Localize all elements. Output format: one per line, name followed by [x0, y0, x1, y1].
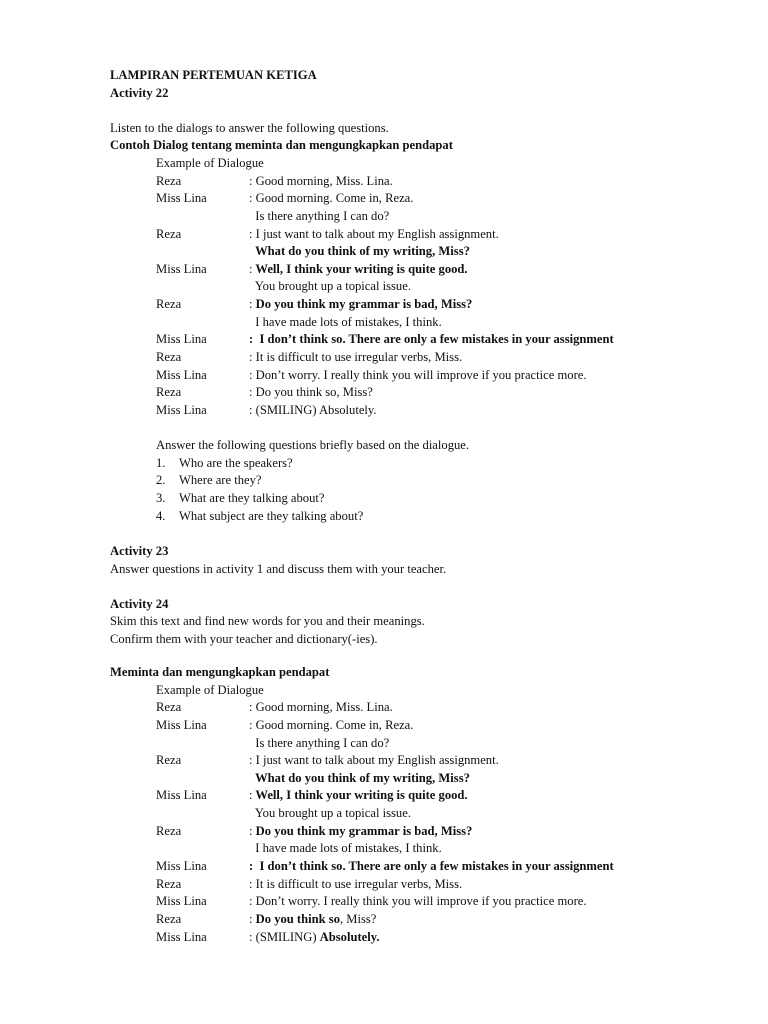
question-number: 3.: [156, 491, 166, 505]
question-text: Who are the speakers?: [179, 456, 293, 470]
dialog-1-speaker: Reza: [156, 385, 182, 399]
dialog-1-line: You brought up a topical issue.: [249, 279, 411, 293]
question-text: What subject are they talking about?: [179, 509, 364, 523]
dialog-2-line: What do you think of my writing, Miss?: [249, 771, 470, 785]
dialog-2-line: I have made lots of mistakes, I think.: [249, 841, 442, 855]
dialog-2-speaker: Miss Lina: [156, 788, 207, 802]
dialog-1-speaker: Reza: [156, 174, 182, 188]
document-title: LAMPIRAN PERTEMUAN KETIGA: [110, 68, 317, 82]
dialog-2-speaker: Miss Lina: [156, 894, 207, 908]
question-text: Where are they?: [179, 473, 262, 487]
activity-24-title: Activity 24: [110, 597, 169, 611]
dialog-2-line: : Don’t worry. I really think you will improve if you practice more.: [249, 894, 587, 908]
dialog-1-line: : Do you think my grammar is bad, Miss?: [249, 297, 473, 311]
dialog-2-speaker: Miss Lina: [156, 718, 207, 732]
dialog-1-speaker: Miss Lina: [156, 191, 207, 205]
dialog-2-example-label: Example of Dialogue: [156, 683, 264, 697]
dialog-2-speaker: Miss Lina: [156, 930, 207, 944]
dialog-1-line: Is there anything I can do?: [249, 209, 390, 223]
dialog-2-line: : I just want to talk about my English assignment.: [249, 753, 499, 767]
dialog-1-example-label: Example of Dialogue: [156, 156, 264, 170]
dialog-1-line: : I just want to talk about my English assignment.: [249, 227, 499, 241]
dialog-1-speaker: Reza: [156, 350, 182, 364]
dialog-1-line: What do you think of my writing, Miss?: [249, 244, 470, 258]
dialog-1-heading: Contoh Dialog tentang meminta dan mengungkapkan pendapat: [110, 138, 453, 152]
dialog-1-line: : Don’t worry. I really think you will improve if you practice more.: [249, 368, 587, 382]
dialog-2-line: You brought up a topical issue.: [249, 806, 411, 820]
dialog-2-line: : (SMILING) Absolutely.: [249, 930, 380, 944]
dialog-1-line: : It is difficult to use irregular verbs, Miss.: [249, 350, 463, 364]
dialog-1-speaker: Miss Lina: [156, 368, 207, 382]
dialog-2-line: : Well, I think your writing is quite good.: [249, 788, 468, 802]
activity-23-text: Answer questions in activity 1 and discuss them with your teacher.: [110, 562, 447, 576]
question-text: What are they talking about?: [179, 491, 325, 505]
dialog-2-line: Is there anything I can do?: [249, 736, 390, 750]
dialog-2-line: : Good morning, Miss. Lina.: [249, 700, 393, 714]
activity-24-line-1: Skim this text and find new words for you and their meanings.: [110, 614, 425, 628]
dialog-2-speaker: Reza: [156, 753, 182, 767]
dialog-2-line: : It is difficult to use irregular verbs, Miss.: [249, 877, 463, 891]
dialog-1-speaker: Reza: [156, 297, 182, 311]
question-number: 1.: [156, 456, 166, 470]
dialog-2-speaker: Reza: [156, 824, 182, 838]
questions-intro: Answer the following questions briefly based on the dialogue.: [156, 438, 470, 452]
dialog-1-line: : I don’t think so. There are only a few mistakes in your assignment: [249, 332, 614, 346]
dialog-1-line: : (SMILING) Absolutely.: [249, 403, 377, 417]
dialog-1-line: : Well, I think your writing is quite good.: [249, 262, 468, 276]
dialog-2-line: : Do you think so, Miss?: [249, 912, 377, 926]
activity-23-title: Activity 23: [110, 544, 169, 558]
dialog-1-speaker: Miss Lina: [156, 403, 207, 417]
dialog-2-speaker: Reza: [156, 912, 182, 926]
dialog-1-line: : Do you think so, Miss?: [249, 385, 373, 399]
dialog-2-speaker: Miss Lina: [156, 859, 207, 873]
dialog-2-line: : I don’t think so. There are only a few mistakes in your assignment: [249, 859, 614, 873]
dialog-2-speaker: Reza: [156, 700, 182, 714]
dialog-1-line: : Good morning, Miss. Lina.: [249, 174, 393, 188]
dialog-2-line: : Do you think my grammar is bad, Miss?: [249, 824, 473, 838]
intro-text: Listen to the dialogs to answer the following questions.: [110, 121, 389, 135]
dialog-2-line: : Good morning. Come in, Reza.: [249, 718, 414, 732]
question-number: 2.: [156, 473, 166, 487]
dialog-1-line: : Good morning. Come in, Reza.: [249, 191, 414, 205]
activity-22-title: Activity 22: [110, 86, 169, 100]
question-number: 4.: [156, 509, 166, 523]
dialog-2-speaker: Reza: [156, 877, 182, 891]
dialog-1-line: I have made lots of mistakes, I think.: [249, 315, 442, 329]
activity-24-line-2: Confirm them with your teacher and dictionary(-ies).: [110, 632, 378, 646]
dialog-2-heading: Meminta dan mengungkapkan pendapat: [110, 665, 330, 679]
dialog-1-speaker: Miss Lina: [156, 262, 207, 276]
dialog-1-speaker: Miss Lina: [156, 332, 207, 346]
dialog-1-speaker: Reza: [156, 227, 182, 241]
